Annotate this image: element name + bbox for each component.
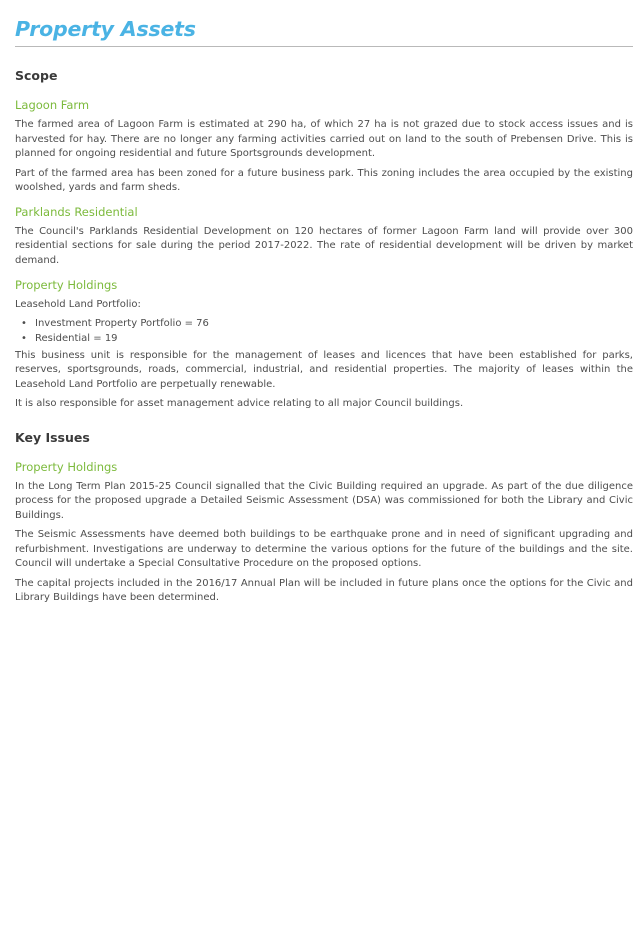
- subheading-parklands-residential: Parklands Residential: [15, 204, 138, 219]
- paragraph: The Seismic Assessments have deemed both buildings to be earthquake prone and in need of significant upgrading and refurbishment. Investigations are underway to determine the various options for the future of the buildings and the site. Council will undertake a Special Consultative Procedure on the proposed options.: [15, 529, 633, 569]
- page-title: Property Assets: [15, 17, 196, 41]
- paragraph: In the Long Term Plan 2015-25 Council signalled that the Civic Building required an upgrade. As part of the due diligence process for the proposed upgrade a Detailed Seismic Assessment (DSA) was commissioned for both the Library and Civic Buildings.: [15, 480, 633, 521]
- bullet-list: [15, 316, 633, 347]
- paragraph: It is also responsible for asset management advice relating to all major Council buildings.: [15, 398, 464, 409]
- subheading-property-holdings: Property Holdings: [15, 278, 118, 292]
- paragraph: This business unit is responsible for the management of leases and licences that have been established for parks, reserves, sportsgrounds, roads, commercial, industrial, and residential properties. The majority of leases within the Leasehold Land Portfolio are perpetually renewable.: [15, 349, 633, 390]
- section-heading-scope: Scope: [15, 68, 58, 83]
- list-item: • Investment Property Portfolio = 76: [15, 316, 633, 332]
- document-page: [15, 0, 633, 606]
- paragraph: The capital projects included in the 2016/17 Annual Plan will be included in future plans once the options for the Civic and Library Buildings have been determined.: [15, 577, 633, 603]
- subheading-property-holdings: Property Holdings: [15, 459, 118, 474]
- list-item: • Residential = 19: [15, 331, 633, 347]
- paragraph: Part of the farmed area has been zoned for a future business park. This zoning includes the area occupied by the existing woolshed, yards and farm sheds.: [15, 167, 633, 193]
- subheading-lagoon-farm: Lagoon Farm: [15, 98, 90, 112]
- paragraph: Leasehold Land Portfolio:: [15, 299, 141, 310]
- paragraph: The farmed area of Lagoon Farm is estimated at 290 ha, of which 27 ha is not grazed due to stock access issues and is harvested for hay. There are no longer any farming activities carried out on land to the south of Prebensen Drive. This is planned for ongoing residential and future Sportsgrounds development.: [15, 119, 633, 159]
- title-divider: [15, 46, 633, 47]
- paragraph: The Council's Parklands Residential Development on 120 hectares of former Lagoon Farm land will provide over 300 residential sections for sale during the period 2017-2022. The rate of residential development will be driven by market demand.: [15, 225, 633, 266]
- section-heading-key-issues: Key Issues: [15, 429, 90, 445]
